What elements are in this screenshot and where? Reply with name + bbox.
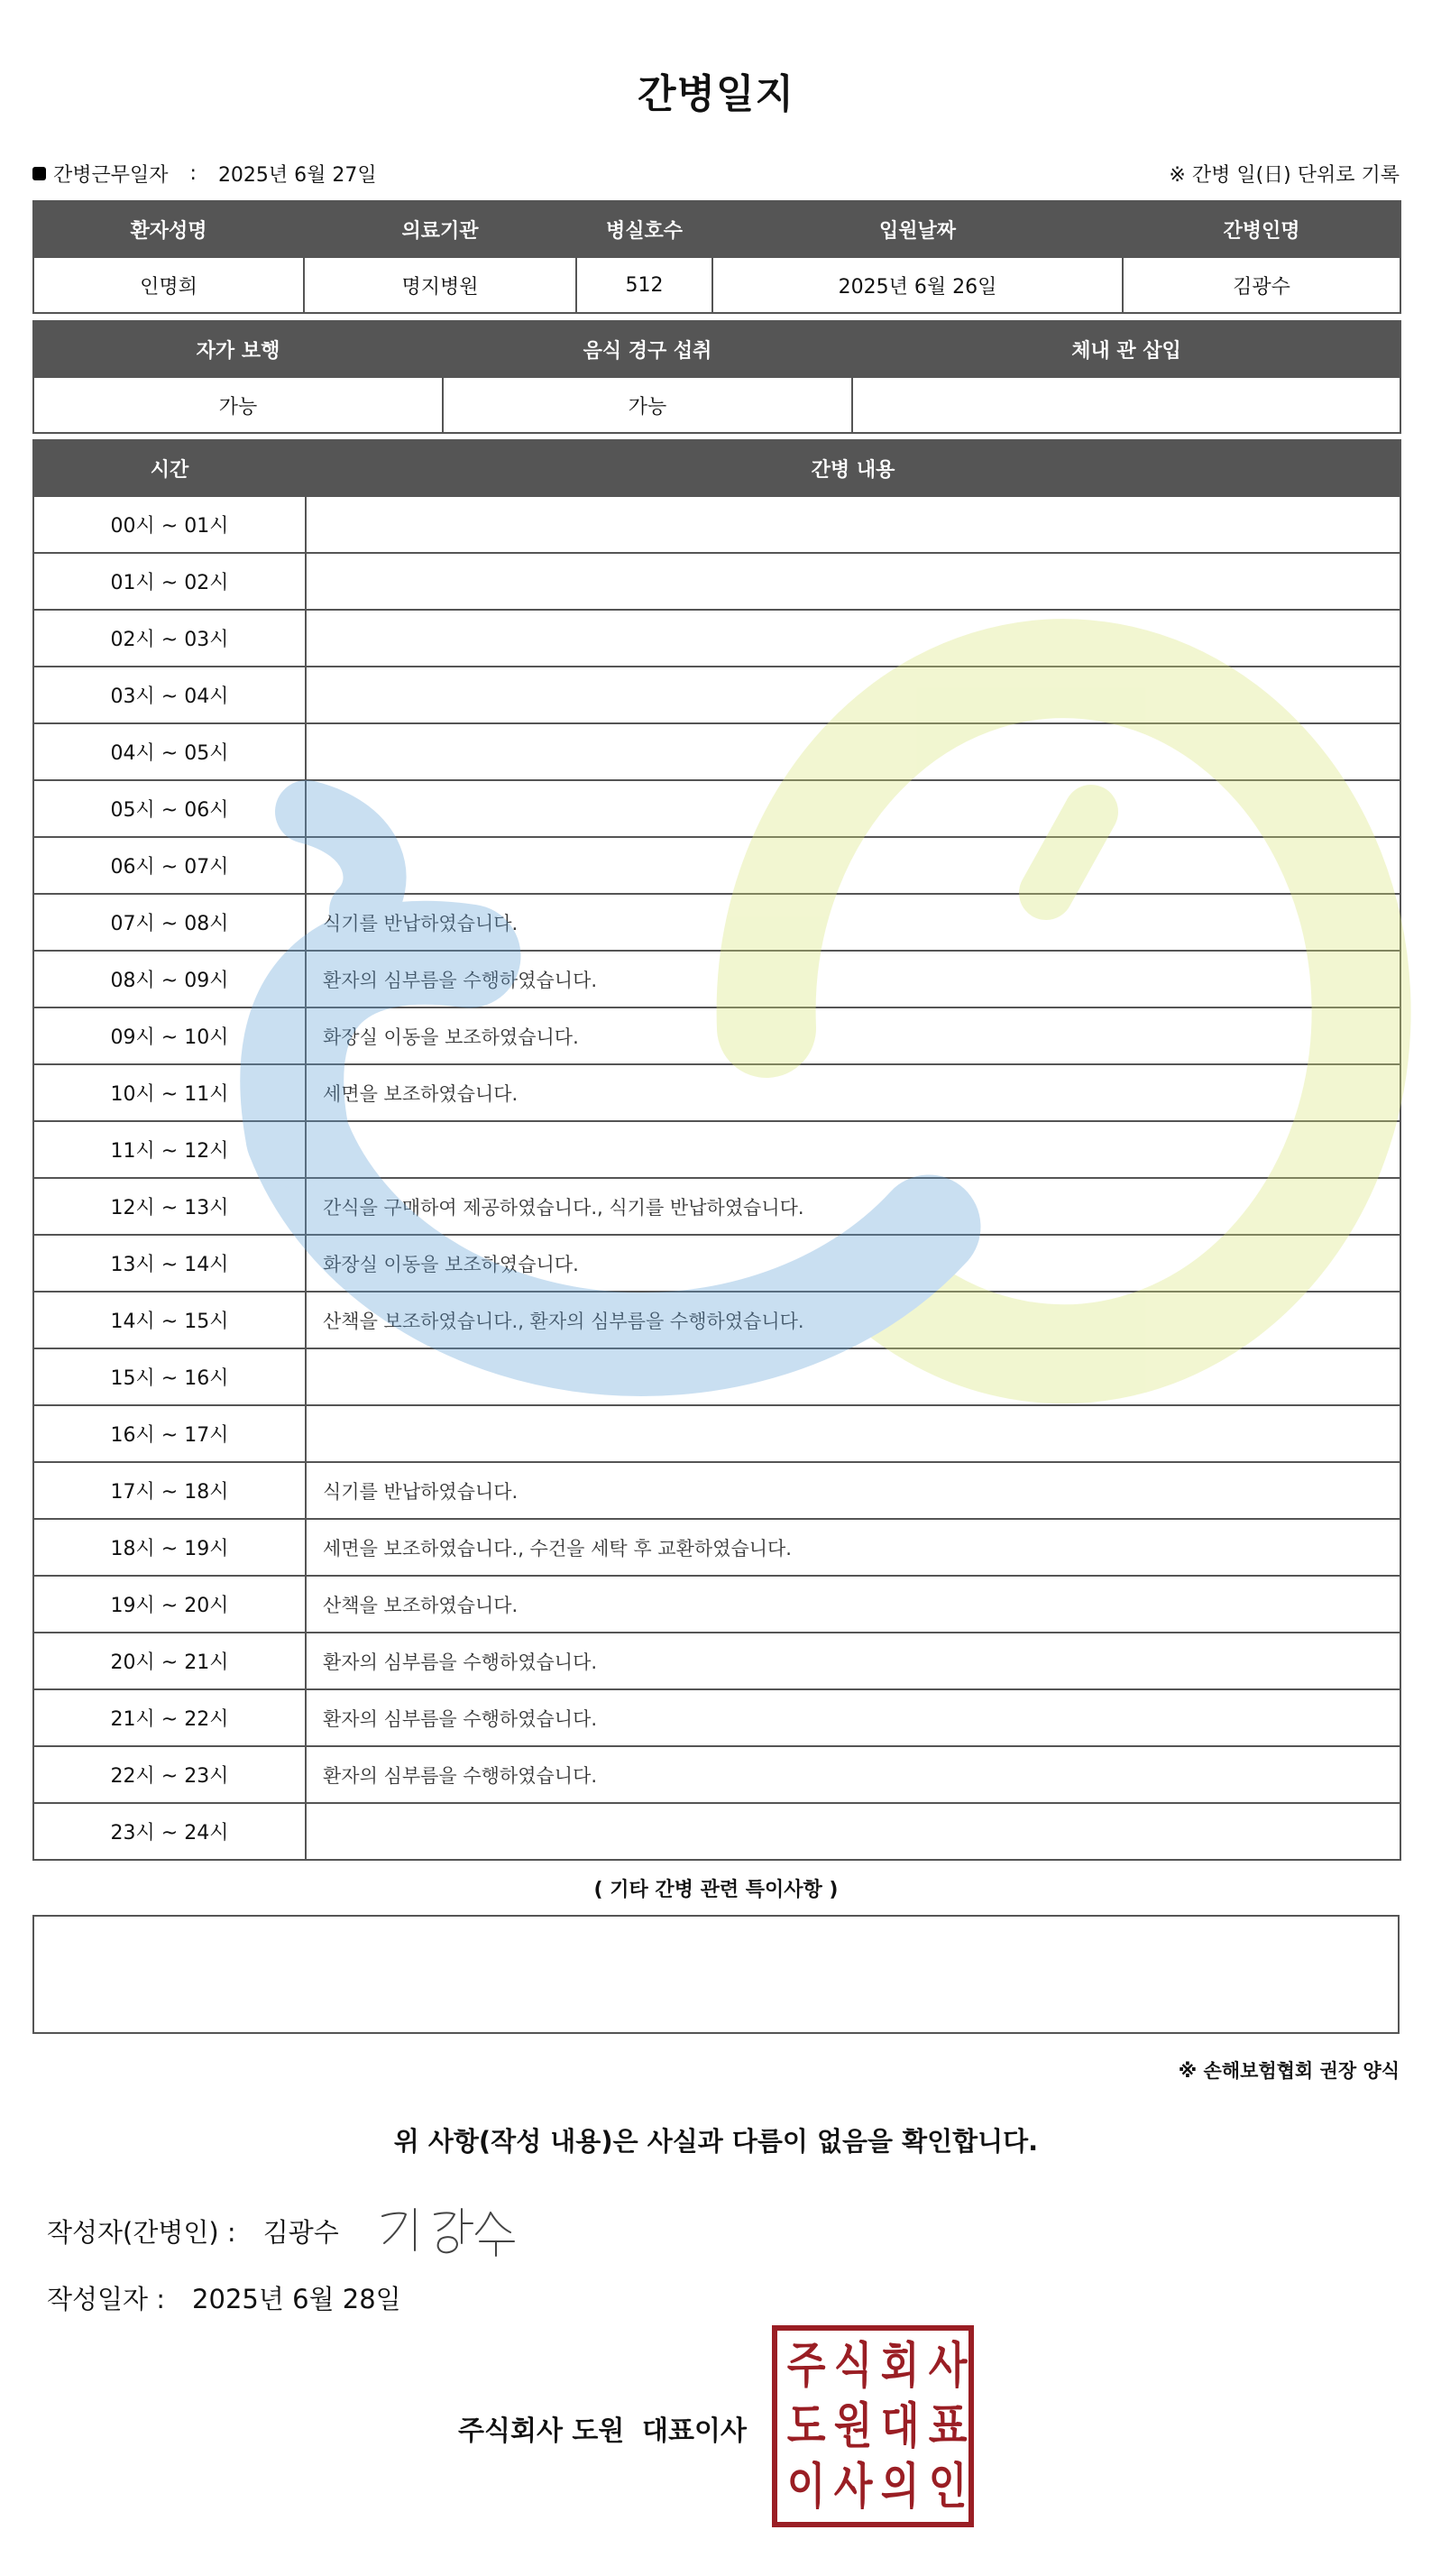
table-row bbox=[33, 1405, 1400, 1462]
seal-character: 대 bbox=[881, 2397, 920, 2454]
patient-name: 인명희 bbox=[33, 257, 304, 313]
care-content-cell: 환자의 심부름을 수행하였습니다. bbox=[306, 1633, 1400, 1689]
hospital: 명지병원 bbox=[304, 257, 576, 313]
care-content-cell: 세면을 보조하였습니다. bbox=[306, 1064, 1400, 1121]
table-row bbox=[33, 1007, 1400, 1064]
care-log-table bbox=[32, 439, 1401, 1861]
seal-character: 원 bbox=[833, 2397, 873, 2454]
meta-row bbox=[32, 159, 1400, 188]
table-row bbox=[33, 780, 1400, 837]
status-value-row bbox=[33, 377, 1400, 433]
written-date-label: 작성일자 : bbox=[47, 2283, 166, 2314]
time-cell: 14시 ~ 15시 bbox=[33, 1292, 306, 1348]
table-row bbox=[33, 1689, 1400, 1746]
header-caregiver-name: 간병인명 bbox=[1123, 201, 1400, 257]
work-date bbox=[32, 160, 377, 188]
confirmation-statement: 위 사항(작성 내용)은 사실과 다름이 없음을 확인합니다. bbox=[393, 2126, 1039, 2157]
care-content-cell: 환자의 심부름을 수행하였습니다. bbox=[306, 1746, 1400, 1803]
care-content-cell bbox=[306, 837, 1400, 894]
care-content-cell: 환자의 심부름을 수행하였습니다. bbox=[306, 1689, 1400, 1746]
table-row bbox=[33, 667, 1400, 723]
seal-character: 식 bbox=[833, 2337, 873, 2395]
care-content-cell bbox=[306, 553, 1400, 610]
time-cell: 21시 ~ 22시 bbox=[33, 1689, 306, 1746]
care-content-cell: 화장실 이동을 보조하였습니다. bbox=[306, 1235, 1400, 1292]
notes-box bbox=[32, 1915, 1400, 2034]
time-cell: 05시 ~ 06시 bbox=[33, 780, 306, 837]
care-content-cell bbox=[306, 780, 1400, 837]
signature bbox=[375, 2202, 537, 2259]
patient-info-header-row bbox=[33, 201, 1400, 257]
patient-info-table bbox=[32, 200, 1401, 314]
time-cell: 04시 ~ 05시 bbox=[33, 723, 306, 780]
time-cell: 09시 ~ 10시 bbox=[33, 1007, 306, 1064]
ceo-title: 대표이사 bbox=[642, 2415, 747, 2447]
care-content-cell bbox=[306, 1121, 1400, 1178]
time-cell: 11시 ~ 12시 bbox=[33, 1121, 306, 1178]
care-content-cell: 간식을 구매하여 제공하였습니다., 식기를 반납하였습니다. bbox=[306, 1178, 1400, 1235]
header-admission-date: 입원날짜 bbox=[712, 201, 1123, 257]
seal-character: 의 bbox=[881, 2457, 920, 2515]
seal-characters bbox=[783, 2336, 967, 2516]
time-cell: 15시 ~ 16시 bbox=[33, 1348, 306, 1405]
tube-insertion bbox=[852, 377, 1400, 433]
care-content-cell: 환자의 심부름을 수행하였습니다. bbox=[306, 951, 1400, 1007]
care-content-cell: 세면을 보조하였습니다., 수건을 세탁 후 교환하였습니다. bbox=[306, 1519, 1400, 1576]
table-row bbox=[33, 1519, 1400, 1576]
table-row bbox=[33, 1576, 1400, 1633]
footnote: ※ 손해보험협회 권장 양식 bbox=[1178, 2060, 1400, 2082]
time-cell: 12시 ~ 13시 bbox=[33, 1178, 306, 1235]
company-name: 주식회사 도원 bbox=[458, 2415, 625, 2447]
care-content-cell: 산책을 보조하였습니다. bbox=[306, 1576, 1400, 1633]
time-cell: 02시 ~ 03시 bbox=[33, 610, 306, 667]
status-header-row bbox=[33, 321, 1400, 377]
time-cell: 13시 ~ 14시 bbox=[33, 1235, 306, 1292]
table-row bbox=[33, 894, 1400, 951]
time-cell: 19시 ~ 20시 bbox=[33, 1576, 306, 1633]
time-cell: 22시 ~ 23시 bbox=[33, 1746, 306, 1803]
table-row bbox=[33, 610, 1400, 667]
author-name: 김광수 bbox=[262, 2216, 339, 2248]
time-cell: 18시 ~ 19시 bbox=[33, 1519, 306, 1576]
table-row bbox=[33, 723, 1400, 780]
care-content-cell bbox=[306, 723, 1400, 780]
header-patient-name: 환자성명 bbox=[33, 201, 304, 257]
header-room: 병실호수 bbox=[576, 201, 712, 257]
table-row bbox=[33, 1633, 1400, 1689]
patient-info-value-row bbox=[33, 257, 1400, 313]
care-content-cell bbox=[306, 610, 1400, 667]
care-content-cell: 식기를 반납하였습니다. bbox=[306, 1462, 1400, 1519]
self-walking: 가능 bbox=[33, 377, 443, 433]
time-cell: 08시 ~ 09시 bbox=[33, 951, 306, 1007]
time-cell: 07시 ~ 08시 bbox=[33, 894, 306, 951]
table-row bbox=[33, 1121, 1400, 1178]
room-number: 512 bbox=[576, 257, 712, 313]
seal-character: 인 bbox=[928, 2457, 967, 2515]
table-row bbox=[33, 837, 1400, 894]
time-cell: 00시 ~ 01시 bbox=[33, 496, 306, 553]
table-row bbox=[33, 1348, 1400, 1405]
oral-intake: 가능 bbox=[443, 377, 852, 433]
care-content-cell: 식기를 반납하였습니다. bbox=[306, 894, 1400, 951]
status-table bbox=[32, 320, 1401, 434]
seal-character: 회 bbox=[881, 2337, 920, 2395]
table-row bbox=[33, 1803, 1400, 1860]
care-log-header-row bbox=[33, 440, 1400, 496]
care-content-cell bbox=[306, 667, 1400, 723]
bullet-square-icon bbox=[32, 167, 46, 180]
header-hospital: 의료기관 bbox=[304, 201, 576, 257]
header-time: 시간 bbox=[33, 440, 306, 496]
author-label: 작성자(간병인) : bbox=[47, 2216, 236, 2248]
work-date-value: 2025년 6월 27일 bbox=[217, 163, 377, 187]
time-cell: 06시 ~ 07시 bbox=[33, 837, 306, 894]
written-date-value: 2025년 6월 28일 bbox=[192, 2283, 401, 2314]
caregiver-name: 김광수 bbox=[1123, 257, 1400, 313]
table-row bbox=[33, 1292, 1400, 1348]
table-row bbox=[33, 496, 1400, 553]
notes-title: ( 기타 간병 관련 특이사항 ) bbox=[593, 1879, 839, 1901]
table-row bbox=[33, 1235, 1400, 1292]
time-cell: 17시 ~ 18시 bbox=[33, 1462, 306, 1519]
care-content-cell bbox=[306, 1348, 1400, 1405]
table-row bbox=[33, 1462, 1400, 1519]
care-content-cell bbox=[306, 1803, 1400, 1860]
written-date-row bbox=[47, 2278, 401, 2316]
time-cell: 10시 ~ 11시 bbox=[33, 1064, 306, 1121]
table-row bbox=[33, 951, 1400, 1007]
seal-character: 이 bbox=[786, 2457, 826, 2515]
care-log-body bbox=[33, 496, 1400, 1860]
author-row bbox=[47, 2208, 537, 2253]
header-self-walking: 자가 보행 bbox=[33, 321, 443, 377]
time-cell: 03시 ~ 04시 bbox=[33, 667, 306, 723]
table-row bbox=[33, 1064, 1400, 1121]
seal-character: 사 bbox=[928, 2337, 967, 2395]
seal-character: 도 bbox=[786, 2397, 826, 2454]
seal-character: 사 bbox=[833, 2457, 873, 2515]
seal-character: 표 bbox=[928, 2397, 967, 2454]
care-content-cell bbox=[306, 1405, 1400, 1462]
record-unit-note: ※ 간병 일(日) 단위로 기록 bbox=[1169, 163, 1400, 187]
table-row bbox=[33, 553, 1400, 610]
header-care-content: 간병 내용 bbox=[306, 440, 1400, 496]
header-tube-insertion: 체내 관 삽입 bbox=[852, 321, 1400, 377]
care-content-cell: 화장실 이동을 보조하였습니다. bbox=[306, 1007, 1400, 1064]
page-title: 간병일지 bbox=[637, 71, 794, 117]
table-row bbox=[33, 1746, 1400, 1803]
header-oral-intake: 음식 경구 섭취 bbox=[443, 321, 852, 377]
time-cell: 16시 ~ 17시 bbox=[33, 1405, 306, 1462]
care-content-cell bbox=[306, 496, 1400, 553]
colon: : bbox=[189, 161, 197, 185]
time-cell: 20시 ~ 21시 bbox=[33, 1633, 306, 1689]
admission-date: 2025년 6월 26일 bbox=[712, 257, 1123, 313]
time-cell: 23시 ~ 24시 bbox=[33, 1803, 306, 1860]
time-cell: 01시 ~ 02시 bbox=[33, 553, 306, 610]
work-date-label: 간병근무일자 bbox=[53, 163, 169, 187]
company-seal bbox=[772, 2325, 974, 2527]
seal-character: 주 bbox=[786, 2337, 826, 2395]
table-row bbox=[33, 1178, 1400, 1235]
care-content-cell: 산책을 보조하였습니다., 환자의 심부름을 수행하였습니다. bbox=[306, 1292, 1400, 1348]
